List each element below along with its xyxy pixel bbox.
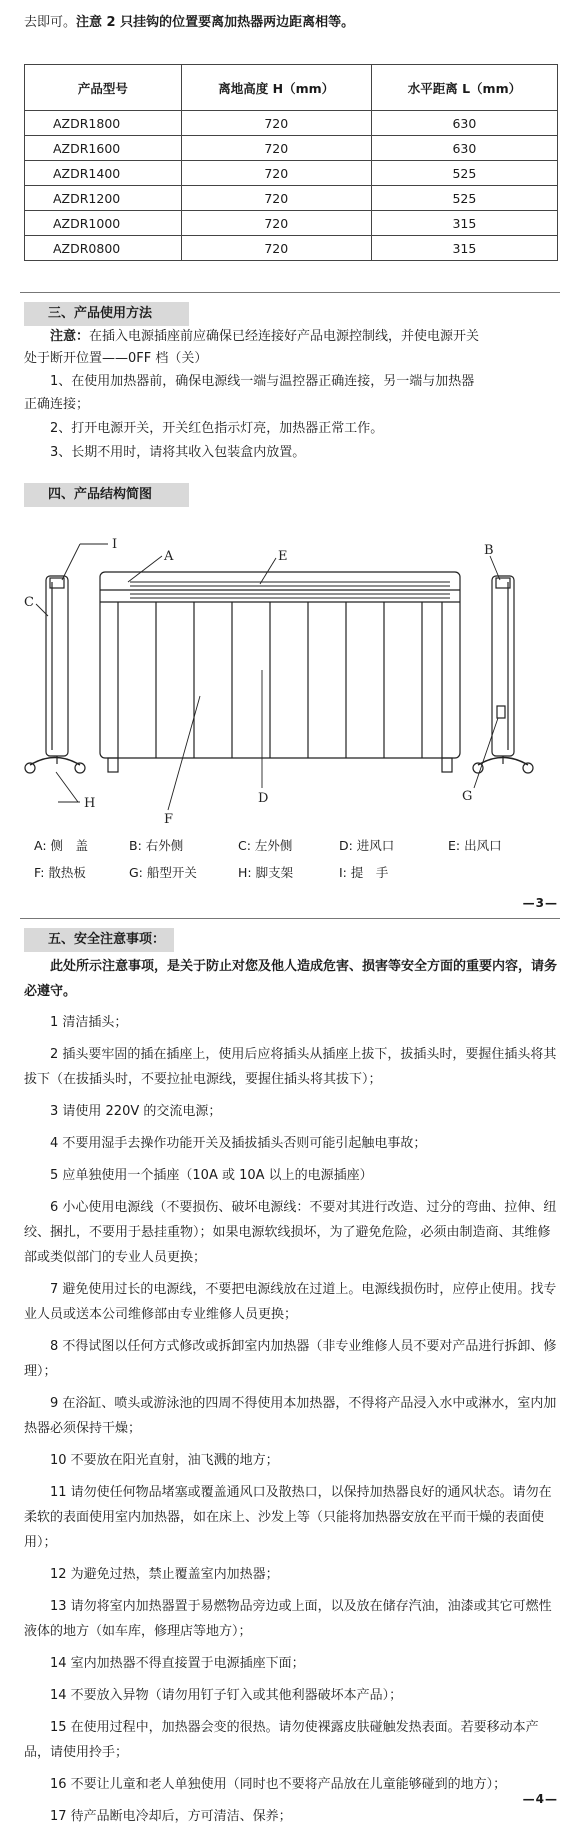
cell-distance: 525 <box>371 186 557 211</box>
section3-item1-cont: 正确连接； <box>24 397 90 412</box>
cell-model: AZDR0800 <box>25 236 182 261</box>
list-item: 2 插头要牢固的插在插座上，使用后应将插头从插座上拔下，拔插头时，要握住插头将其拔下（在拔插头时，不要拉扯电源线，要握住插头将其拔下）； <box>24 1047 557 1087</box>
leader-lines <box>36 544 500 810</box>
list-item: 8 不得试图以任何方式修改或拆卸室内加热器（非专业维修人员不要对产品进行拆卸、修理）； <box>24 1339 557 1379</box>
list-item: 10 不要放在阳光直射，油飞溅的地方； <box>50 1453 279 1468</box>
table-row <box>25 186 558 211</box>
right-side-view <box>473 576 533 773</box>
intro-line <box>24 12 562 34</box>
cell-height: 720 <box>181 186 371 211</box>
product-structure-diagram <box>0 520 580 840</box>
cell-height: 720 <box>181 136 371 161</box>
list-item: 6 小心使用电源线（不要损伤、破坏电源线：不要对其进行改造、过分的弯曲、拉伸、纽绞、捆扎，不要用于悬挂重物）；如果电源软线损坏，为了避免危险，必须由制造商、其维修部或类似部门的专业人员更换； <box>24 1200 557 1265</box>
label-D: D <box>258 791 269 806</box>
section3-title: 三、产品使用方法 <box>24 302 189 326</box>
section5-lead: 此处所示注意事项，是关于防止对您及他人造成危害、损害等安全方面的重要内容，请务必遵守。 <box>24 959 558 999</box>
cell-model: AZDR1200 <box>25 186 182 211</box>
note-label: 注意： <box>50 329 90 344</box>
left-side-view <box>25 576 85 773</box>
legend-item: A: 侧 盖 <box>34 838 89 853</box>
note-text: 在插入电源插座前应确保已经连接好产品电源控制线，并使电源开关 <box>89 329 480 344</box>
label-B: B <box>484 543 494 558</box>
header-model: 产品型号 <box>25 65 182 111</box>
label-I: I <box>112 537 118 552</box>
intro-bold-note: 注意 2 只挂钩的位置要离加热器两边距离相等。 <box>76 15 355 30</box>
list-item: 9 在浴缸、喷头或游泳池的四周不得使用本加热器，不得将产品浸入水中或淋水，室内加热器必须保持干燥； <box>24 1396 557 1436</box>
cell-distance: 315 <box>371 211 557 236</box>
legend-item: D: 进风口 <box>339 838 395 853</box>
table-row <box>25 236 558 261</box>
list-item: 11 请勿使任何物品堵塞或覆盖通风口及散热口，以保持加热器良好的通风状态。请勿在柔软的表面使用室内加热器，如在床上、沙发上等（只能将加热器安放在平而干燥的表面使用）； <box>24 1485 552 1550</box>
list-item: 5 应单独使用一个插座（10A 或 10A 以上的电源插座） <box>50 1168 373 1183</box>
list-item: 13 请勿将室内加热器置于易燃物品旁边或上面，以及放在储存汽油，油漆或其它可燃性液体的地方（如车库，修理店等地方）； <box>24 1599 552 1639</box>
table-row <box>25 136 558 161</box>
section5-title: 五、安全注意事项： <box>24 928 174 952</box>
legend-item: H: 脚支架 <box>238 865 294 880</box>
label-E: E <box>278 549 288 564</box>
list-item: 1 清洁插头； <box>50 1015 128 1030</box>
cell-height: 720 <box>181 236 371 261</box>
label-H: H <box>84 796 96 811</box>
list-item: 17 待产品断电冷却后，方可清洁、保养； <box>50 1809 292 1824</box>
safety-list <box>24 1010 558 1829</box>
page-number: —3— <box>522 896 558 910</box>
cell-distance: 630 <box>371 136 557 161</box>
list-item: 12 为避免过热，禁止覆盖室内加热器； <box>50 1567 279 1582</box>
divider <box>20 292 560 293</box>
list-item: 14 室内加热器不得直接置于电源插座下面； <box>50 1656 305 1671</box>
section4-title: 四、产品结构简图 <box>24 483 189 507</box>
legend-item: C: 左外侧 <box>238 838 293 853</box>
list-item: 7 避免使用过长的电源线，不要把电源线放在过道上。电源线损伤时，应停止使用。找专业人员或送本公司维修部由专业维修人员更换； <box>24 1282 557 1322</box>
cell-distance: 525 <box>371 161 557 186</box>
section3-item2: 2、打开电源开关，开关红色指示灯亮，加热器正常工作。 <box>50 421 384 436</box>
label-A: A <box>164 549 174 564</box>
list-item: 3 请使用 220V 的交流电源； <box>50 1104 222 1119</box>
cell-height: 720 <box>181 211 371 236</box>
header-distance: 水平距离 L（mm） <box>371 65 557 111</box>
label-G: G <box>462 789 473 804</box>
table-row <box>25 211 558 236</box>
legend-item: E: 出风口 <box>448 838 502 853</box>
cell-model: AZDR1600 <box>25 136 182 161</box>
page-number: —4— <box>522 1792 558 1806</box>
list-item: 4 不要用湿手去操作功能开关及插拔插头否则可能引起触电事故； <box>50 1136 427 1151</box>
section3-item3: 3、长期不用时，请将其收入包装盒内放置。 <box>50 445 306 460</box>
section3-item1: 1、在使用加热器前，确保电源线一端与温控器正确连接，另一端与加热器 <box>50 374 475 389</box>
legend-item: G: 船型开关 <box>129 865 197 880</box>
table-row <box>25 111 558 136</box>
header-height: 离地高度 H（mm） <box>181 65 371 111</box>
list-item: 15 在使用过程中，加热器会变的很热。请勿使裸露皮肤碰触发热表面。若要移动本产品，请使用拎手； <box>24 1720 539 1760</box>
section3-note <box>24 326 562 348</box>
label-F: F <box>164 812 174 827</box>
legend-item: I: 提 手 <box>339 865 389 880</box>
list-item: 16 不要让儿童和老人单独使用（同时也不要将产品放在儿童能够碰到的地方）； <box>50 1777 507 1792</box>
spec-table <box>24 64 558 261</box>
cell-distance: 630 <box>371 111 557 136</box>
cell-height: 720 <box>181 111 371 136</box>
table-row <box>25 161 558 186</box>
front-view <box>100 572 460 772</box>
cell-distance: 315 <box>371 236 557 261</box>
legend-item: B: 右外侧 <box>129 838 184 853</box>
label-C: C <box>24 595 34 610</box>
legend-item: F: 散热板 <box>34 865 86 880</box>
cell-height: 720 <box>181 161 371 186</box>
rocker-switch <box>497 706 505 718</box>
intro-text: 去即可。 <box>24 15 77 30</box>
cell-model: AZDR1000 <box>25 211 182 236</box>
divider <box>20 918 560 919</box>
list-item: 14 不要放入异物（请勿用钉子钉入或其他利器破坏本产品）； <box>50 1688 403 1703</box>
cell-model: AZDR1800 <box>25 111 182 136</box>
section3-note-cont: 处于断开位置——0FF 档（关） <box>24 351 208 366</box>
table-header-row <box>25 65 558 111</box>
cell-model: AZDR1400 <box>25 161 182 186</box>
